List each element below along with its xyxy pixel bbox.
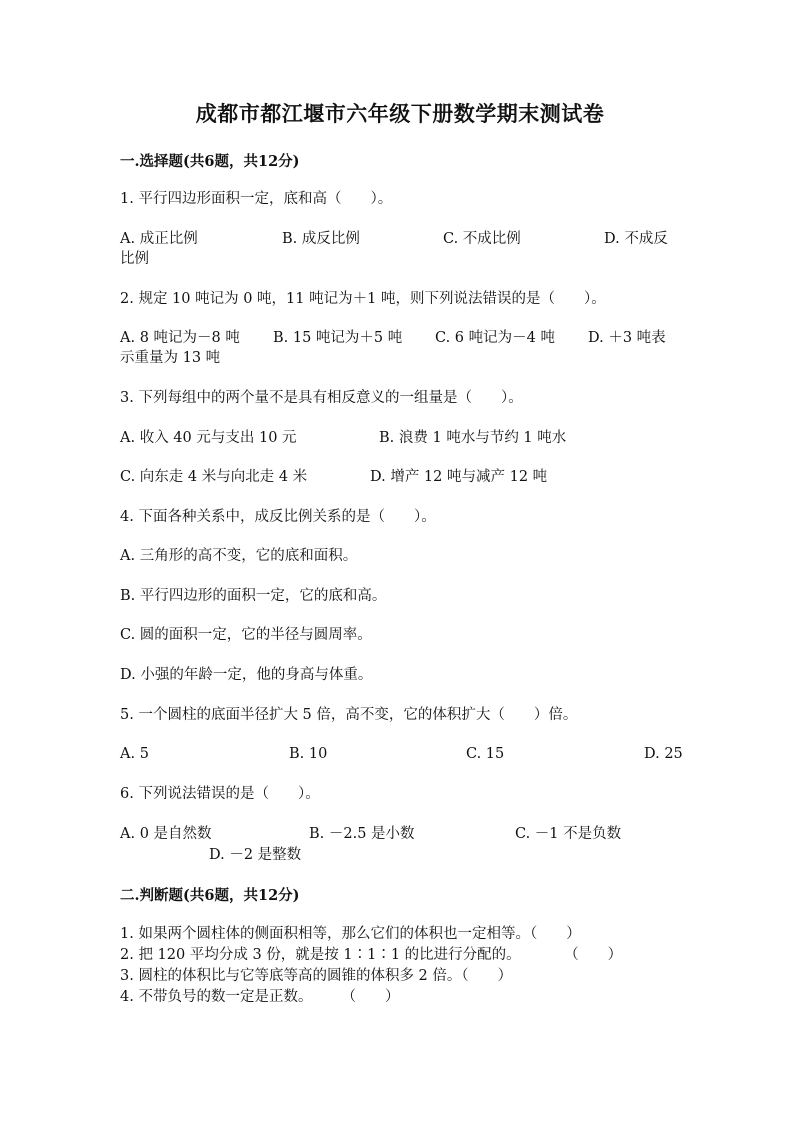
question-3-stem: 3. 下列每组中的两个量不是具有相反意义的一组量是（ ）。 [120,390,523,406]
question-1-stem: 1. 平行四边形面积一定，底和高（ ）。 [120,191,393,207]
judgement-item-1: 1. 如果两个圆柱体的侧面积相等，那么它们的体积也一定相等。（ ） [120,926,581,942]
judgement-item-3: 3. 圆柱的体积比与它等底等高的圆锥的体积多 2 倍。（ ） [120,968,513,984]
section-header-judgement: 二.判断题(共6题，共12分) [120,887,300,904]
question-2-option-a: A. 8 吨记为－8 吨 [120,330,240,346]
question-3-option-c: C. 向东走 4 米与向北走 4 米 [120,469,308,485]
question-3-option-d: D. 增产 12 吨与减产 12 吨 [370,469,548,485]
question-1-option-d-wrap: 比例 [120,251,149,267]
question-2-stem: 2. 规定 10 吨记为 0 吨，11 吨记为＋1 吨，则下列说法错误的是（ ）。 [120,291,606,307]
page-title: 成都市都江堰市六年级下册数学期末测试卷 [195,101,605,126]
question-2-option-d-wrap: 示重量为 13 吨 [120,350,221,366]
question-5-option-b: B. 10 [289,746,328,762]
question-4-option-c: C. 圆的面积一定，它的半径与圆周率。 [120,627,372,643]
question-3-option-a: A. 收入 40 元与支出 10 元 [120,430,297,446]
question-6-option-a: A. 0 是自然数 [120,826,212,842]
question-2-option-d: D. ＋3 吨表 [588,330,666,346]
question-4-option-a: A. 三角形的高不变，它的底和面积。 [120,548,358,564]
question-5-option-a: A. 5 [120,746,149,762]
question-5-option-c: C. 15 [466,746,505,762]
question-5-stem: 5. 一个圆柱的底面半径扩大 5 倍，高不变，它的体积扩大（ ）倍。 [120,707,578,723]
question-6-option-b: B. －2.5 是小数 [309,826,415,842]
judgement-item-2: 2. 把 120 平均分成 3 份，就是按 1∶1∶1 的比进行分配的。 （ ） [120,947,623,963]
question-6-option-d: D. －2 是整数 [209,847,302,863]
question-1-option-d: D. 不成反 [604,231,668,247]
question-1-option-a: A. 成正比例 [120,231,198,247]
question-2-option-c: C. 6 吨记为－4 吨 [435,330,555,346]
section-header-choice: 一.选择题(共6题，共12分) [120,153,300,170]
question-4-option-d: D. 小强的年龄一定，他的身高与体重。 [120,667,373,683]
question-1-option-c: C. 不成比例 [443,231,521,247]
question-2-option-b: B. 15 吨记为＋5 吨 [273,330,403,346]
question-6-option-c: C. －1 不是负数 [515,826,622,842]
judgement-item-4: 4. 不带负号的数一定是正数。 （ ） [120,989,400,1005]
question-5-option-d: D. 25 [644,746,683,762]
question-6-stem: 6. 下列说法错误的是（ ）。 [120,786,320,802]
question-4-option-b: B. 平行四边形的面积一定，它的底和高。 [120,588,387,604]
question-4-stem: 4. 下面各种关系中，成反比例关系的是（ ）。 [120,509,436,525]
question-3-option-b: B. 浪费 1 吨水与节约 1 吨水 [379,430,567,446]
question-1-option-b: B. 成反比例 [282,231,360,247]
